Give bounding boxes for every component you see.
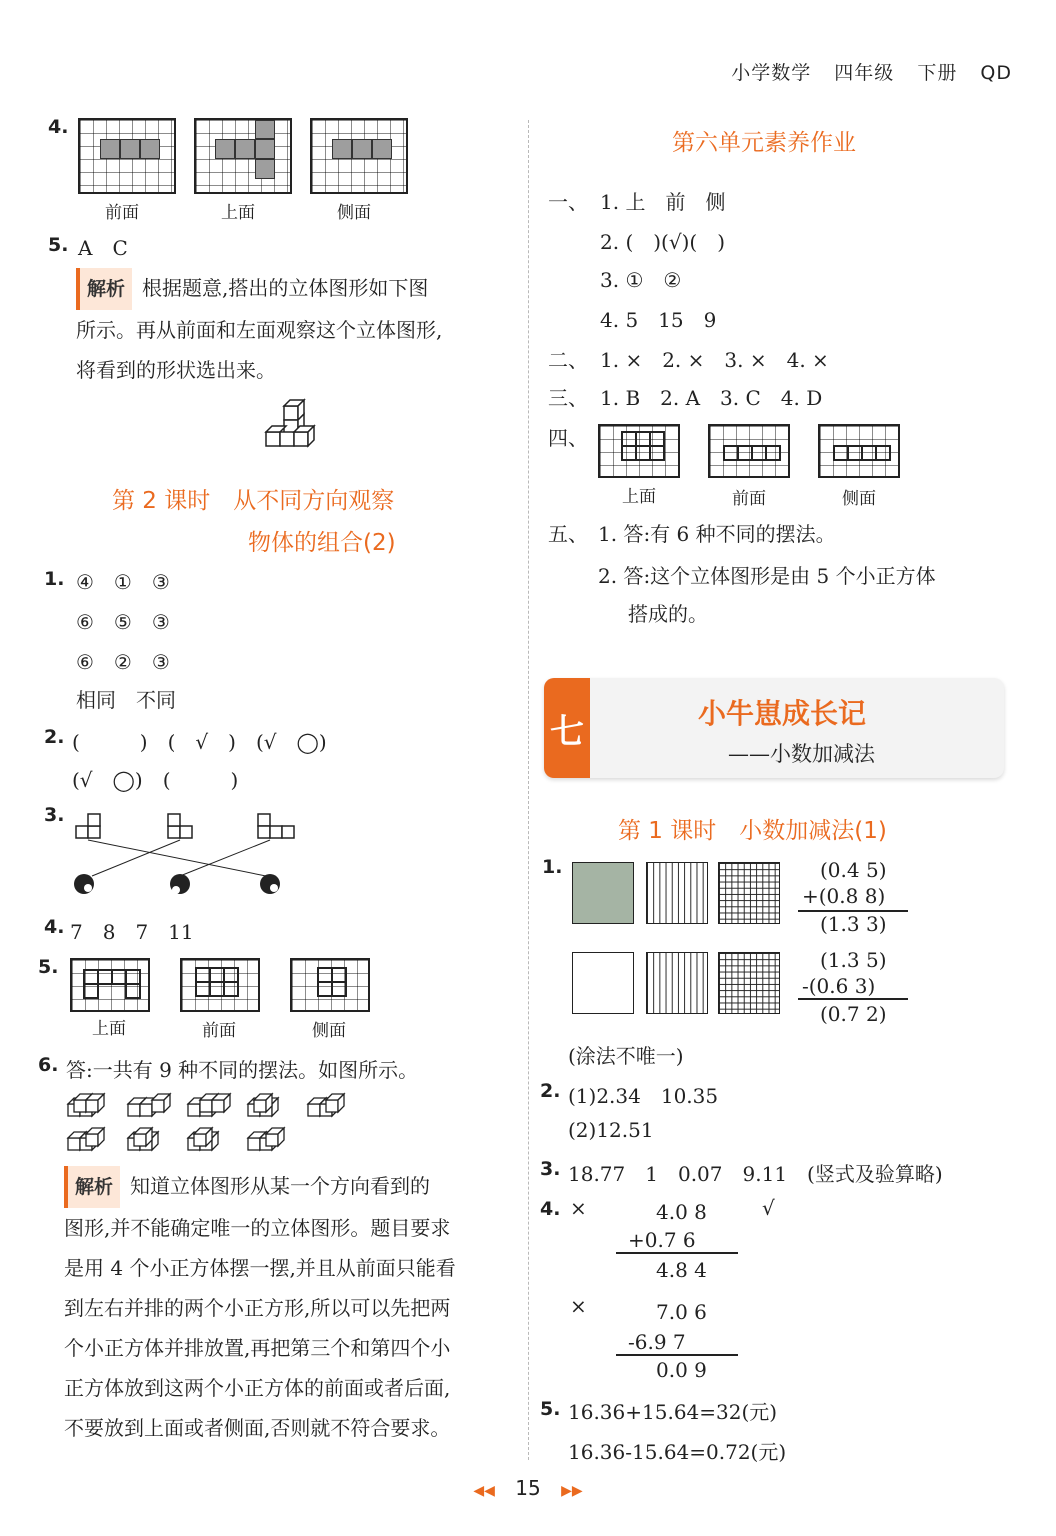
cube-arrangements-figure: [66, 1092, 356, 1156]
answer-row: 2. 答:这个立体图形是由 5 个小正方体: [598, 564, 936, 588]
unit-number-badge: 七: [544, 678, 590, 778]
analysis-line: 将看到的形状选出来。: [76, 358, 276, 382]
judgement-mark: ×: [570, 1196, 587, 1220]
unit-banner: [544, 678, 1004, 778]
view-grid-front: [708, 424, 790, 478]
question-number: 5.: [540, 1398, 561, 1420]
unit-assignment-title: 第六单元素养作业: [672, 130, 856, 156]
answer-text: 答:一共有 9 种不同的摆法。如图所示。: [66, 1058, 419, 1082]
answer-row: (1)2.34 10.35: [568, 1084, 719, 1108]
answer-row: 16.36+15.64=32(元): [568, 1400, 778, 1424]
section-label: 三、: [548, 386, 588, 410]
question-number: 1.: [44, 568, 65, 590]
view-label: 前面: [105, 203, 139, 223]
calc-rule: [616, 1354, 738, 1356]
answer-row: ⑥ ② ③: [76, 650, 170, 674]
question-number: 4.: [540, 1198, 561, 1220]
header-subject: 小学数学: [731, 62, 812, 84]
judgement-mark: ×: [570, 1294, 587, 1318]
column-divider: [528, 120, 529, 1460]
vertical-calc-line: (0.7 2): [820, 1002, 887, 1026]
analysis-line: 不要放到上面或者侧面,否则就不符合要求。: [64, 1416, 451, 1440]
view-label: 侧面: [337, 203, 371, 223]
answer-row: 搭成的。: [628, 602, 708, 626]
decimal-square-hundredths: [718, 952, 780, 1014]
view-label: 上面: [221, 203, 255, 223]
lesson-title: 第 1 课时 小数加减法(1): [618, 818, 887, 844]
vertical-calc-line: -6.9 7: [628, 1330, 686, 1354]
view-grid-side: [290, 958, 370, 1012]
vertical-calc-line: -(0.6 3): [802, 974, 876, 998]
answer-text: 7 8 7 11: [70, 920, 194, 944]
question-number: 5.: [48, 234, 69, 256]
analysis-tag: 解析: [76, 268, 132, 310]
vertical-calc-line: 0.0 9: [656, 1358, 707, 1382]
next-arrow-icon: ▶▶: [561, 1483, 583, 1499]
unit-title: 小牛崽成长记: [698, 697, 867, 730]
answer-row: 16.36-15.64=0.72(元): [568, 1440, 787, 1464]
vertical-calc-line: (1.3 3): [820, 912, 887, 936]
vertical-calc-line: +(0.8 8): [802, 884, 886, 908]
decimal-square-tenths: [646, 862, 708, 924]
answer-row: 1. × 2. × 3. × 4. ×: [600, 348, 829, 372]
view-label: 侧面: [842, 489, 876, 509]
lesson-subtitle: 物体的组合(2): [248, 530, 396, 556]
view-grid-top: [70, 958, 150, 1012]
view-grid-front: [78, 118, 176, 194]
analysis-tag: 解析: [64, 1166, 120, 1208]
analysis-line: 根据题意,搭出的立体图形如下图: [142, 276, 429, 300]
vertical-calc-line: (1.3 5): [820, 948, 887, 972]
lesson-title: 第 2 课时 从不同方向观察: [112, 488, 395, 514]
analysis-line: 图形,并不能确定唯一的立体图形。题目要求: [64, 1216, 451, 1240]
vertical-calc-line: (0.4 5): [820, 858, 887, 882]
view-label: 前面: [202, 1021, 236, 1041]
answer-row: 2. ( )(√)( ): [600, 230, 725, 254]
vertical-calc-line: +0.7 6: [628, 1228, 696, 1252]
decimal-square-hundredths: [718, 862, 780, 924]
answer-row: 1. 答:有 6 种不同的摆法。: [598, 522, 836, 546]
analysis-line: 个小正方体并排放置,再把第三个和第四个小: [64, 1336, 451, 1360]
question-number: 4.: [44, 916, 65, 938]
judgement-mark: √: [762, 1196, 775, 1220]
calc-rule: [798, 998, 908, 1000]
analysis-block: [64, 1166, 512, 1448]
answer-row: ( ) ( √ ) (√ ◯): [72, 730, 327, 754]
answer-row: 4. 5 15 9: [600, 308, 717, 332]
question-number: 1.: [542, 856, 563, 878]
decimal-square-empty: [572, 952, 634, 1014]
unit-subtitle: ——小数加减法: [728, 742, 875, 766]
page-number: 15: [515, 1476, 541, 1500]
view-grid-front: [180, 958, 260, 1012]
header-grade: 四年级: [834, 62, 895, 84]
view-grid-top: [194, 118, 292, 194]
header-edition: QD: [980, 62, 1012, 84]
question-number: 5.: [38, 956, 59, 978]
answer-row: 18.77 1 0.07 9.11 (竖式及验算略): [568, 1162, 943, 1186]
view-label: 上面: [92, 1019, 126, 1039]
header-volume: 下册: [917, 62, 958, 84]
answer-row: ⑥ ⑤ ③: [76, 610, 170, 634]
cube-stack-figure: [262, 398, 322, 450]
answer-row: 相同 不同: [76, 688, 176, 712]
analysis-block: [76, 268, 516, 390]
question-number: 3.: [540, 1158, 561, 1180]
answer-row: 1. B 2. A 3. C 4. D: [600, 386, 823, 410]
analysis-line: 是用 4 个小正方体摆一摆,并且从前面只能看: [64, 1256, 456, 1280]
vertical-calc-line: 7.0 6: [656, 1300, 707, 1324]
section-label: 四、: [548, 426, 588, 450]
calc-rule: [616, 1252, 738, 1254]
answer-row: 3. ① ②: [600, 268, 682, 292]
matching-figure: [70, 812, 330, 902]
view-label: 侧面: [312, 1021, 346, 1041]
question-number: 2.: [44, 726, 65, 748]
decimal-square-full: [572, 862, 634, 924]
question-number: 2.: [540, 1080, 561, 1102]
view-grid-top: [598, 424, 680, 478]
view-label: 前面: [732, 489, 766, 509]
question-number: 3.: [44, 804, 65, 826]
view-grid-side: [310, 118, 408, 194]
analysis-line: 正方体放到这两个小正方体的前面或者后面,: [64, 1376, 451, 1400]
section-label: 二、: [548, 348, 588, 372]
answer-row: ④ ① ③: [76, 570, 170, 594]
note-text: (涂法不唯一): [568, 1044, 684, 1068]
prev-arrow-icon: ◀◀: [473, 1483, 495, 1499]
vertical-calc-line: 4.0 8: [656, 1200, 707, 1224]
analysis-line: 到左右并排的两个小正方形,所以可以先把两: [64, 1296, 451, 1320]
view-label: 上面: [622, 487, 656, 507]
page-number-bar: [0, 1476, 1056, 1500]
page-header: [715, 58, 1012, 85]
section-label: 五、: [548, 522, 588, 546]
analysis-line: 知道立体图形从某一个方向看到的: [130, 1174, 431, 1198]
answer-text: A C: [78, 236, 128, 260]
answer-row: 1. 上 前 侧: [600, 190, 726, 214]
view-grid-side: [818, 424, 900, 478]
answer-row: (√ ◯) ( ): [72, 768, 239, 792]
answer-row: (2)12.51: [568, 1118, 654, 1142]
section-label: 一、: [548, 190, 588, 214]
question-number: 6.: [38, 1054, 59, 1076]
analysis-line: 所示。再从前面和左面观察这个立体图形,: [76, 318, 443, 342]
question-number: 4.: [48, 116, 69, 138]
decimal-square-tenths: [646, 952, 708, 1014]
vertical-calc-line: 4.8 4: [656, 1258, 707, 1282]
